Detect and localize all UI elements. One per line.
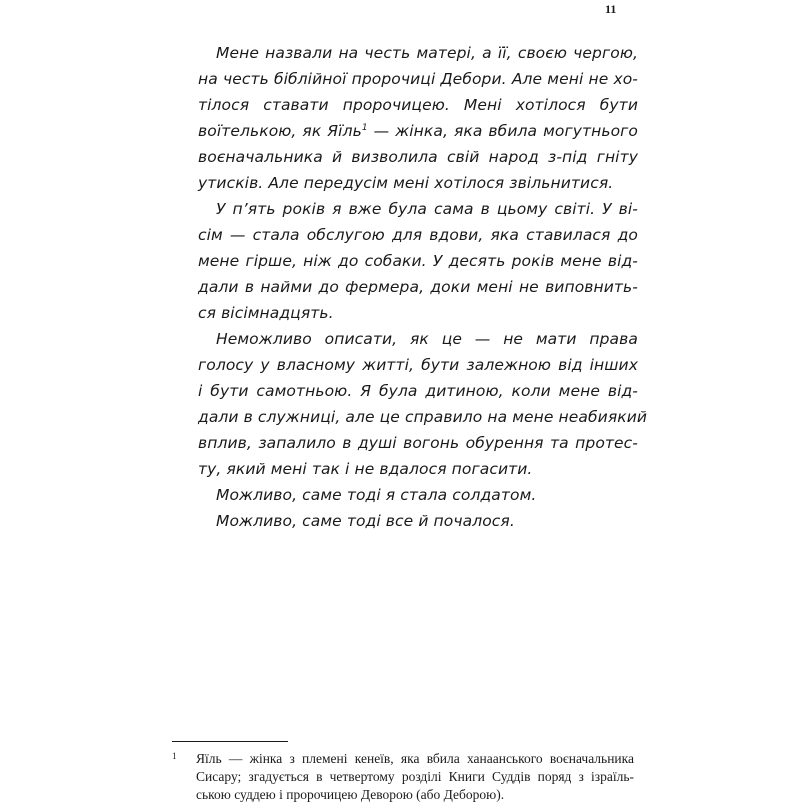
text-line: сім — стала обслугою для вдови, яка ставилася до (198, 226, 638, 244)
footnote-reference[interactable]: 1 (361, 122, 368, 133)
text-line: Неможливо описати, як це — не мати права (216, 330, 638, 348)
text-line: мене гірше, ніж до собаки. У десять років мене від- (198, 252, 638, 270)
text-line: на честь біблійної пророчиці Дебори. Але мені не хо- (198, 70, 638, 88)
text-line-with-footnote-ref (198, 118, 638, 144)
text-line: вплив, запалило в душі вогонь обурення та протес- (198, 434, 638, 452)
text-line: У п’ять років я вже була сама в цьому світі. У ві- (216, 200, 638, 218)
text-line: воєначальника й визволила свій народ з-під гніту (198, 148, 638, 166)
text-line: утисків. Але передусім мені хотілося звільнитися. (198, 174, 614, 192)
text-line: ся вісімнадцять. (198, 304, 334, 322)
text-line: дали в найми до фермера, доки мені не виповнить- (198, 278, 638, 296)
text-fragment: — жінка, яка вбила могутнього (367, 122, 638, 140)
page-number: 11 (605, 2, 617, 16)
text-line: і бути самотньою. Я була дитиною, коли мене від- (198, 382, 638, 400)
text-line: дали в служниці, але це справило на мене неабиякий (198, 408, 648, 426)
text-line: Можливо, саме тоді я стала солдатом. (216, 486, 537, 504)
footnote-line: Яїль — жінка з племені кенеїв, яка вбила ханаанського воєначальника (196, 751, 634, 766)
footnote-divider (172, 741, 288, 742)
body-text (198, 40, 648, 534)
text-line: Можливо, саме тоді все й почалося. (216, 512, 515, 530)
footnote-marker: 1 (172, 751, 177, 761)
footnote (172, 750, 634, 804)
text-line: ту, який мені так і не вдалося погасити. (198, 460, 533, 478)
text-line: голосу у власному житті, бути залежною від інших (198, 356, 638, 374)
text-line: Мене назвали на честь матері, а її, своєю чергою, (216, 44, 638, 62)
footnote-line: ською суддею і пророчицею Деворою (або Деборою). (196, 787, 505, 802)
footnote-line: Сисару; згадується в четвертому розділі Книги Суддів поряд з ізраїль- (196, 769, 634, 784)
text-fragment: воїтелькою, як Яїль (198, 122, 362, 140)
text-line: тілося ставати пророчицею. Мені хотілося бути (198, 96, 638, 114)
